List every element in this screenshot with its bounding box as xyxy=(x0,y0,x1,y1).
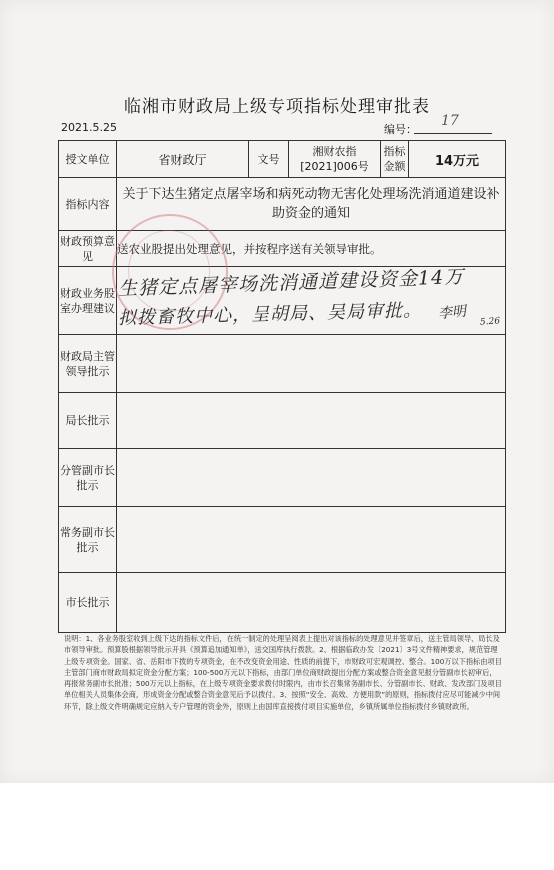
instructions-notes: 说明：1、各业务股室收到上级下达的指标文件后，在统一制定的处理呈阅表上提出对该指标的处理意见并签章后，送主管局领导、局长及市领导审批。预算股根据领导批示开具《预算追加通知单》，送交国库执行拨款。2、根据临政办发〔2021〕3号文件精神要求，规范管理上级专项资金。国家、省、岳阳市下拨的专项资金，在不改变资金用途、性质的前提下，市财政可宏观调控、整合。100万以下指标由项目主管部门商市财政局拟定资金分配方案；100-500万元以下指标，由部门单位商财政提出分配方案或整合资金意见报分管副市长初审后，再报常务副市长批准；500万元以上指标，在上级专项资金要求拨付时限内，由市长召集常务副市长、分管副市长、财政、发改部门及项目单位相关人员集体会商，形成资金分配或整合资金意见后予以拨付。3、按照“安全、高效、方便用款”的原则，指标拨付应尽可能减少中间环节，除上级文件明确规定应纳入专户管理的资金外，原则上由国库直接拨付项目实施单位，乡镇所属单位指标拨付乡镇财政所。 xyxy=(64,634,502,711)
mayor-cell xyxy=(117,573,506,633)
doc-number-value: 湘财农指[2021]006号 xyxy=(289,141,381,178)
serial-number-underline xyxy=(414,133,492,134)
receiving-unit-value: 省财政厅 xyxy=(117,141,249,178)
bureau-chief-cell xyxy=(117,393,506,449)
budget-opinion-value: 送农业股提出处理意见，并按程序送有关领导审批。 xyxy=(117,231,506,267)
content-value: 关于下达生猪定点屠宰场和病死动物无害化处理场洗消通道建设补助资金的通知 xyxy=(117,178,506,231)
document-title: 临湘市财政局上级专项指标处理审批表 xyxy=(124,97,430,117)
receiving-unit-label: 授文单位 xyxy=(59,141,117,178)
vice-mayor-label: 分管副市长批示 xyxy=(59,449,117,507)
serial-number-value: 17 xyxy=(441,113,459,129)
vice-mayor-cell xyxy=(117,449,506,507)
director-instruction-label: 财政局主管领导批示 xyxy=(59,335,117,393)
dept-handwriting-line-1: 生猪定点屠宰场洗消通道建设资金14万 xyxy=(117,265,465,301)
budget-opinion-label: 财政预算意见 xyxy=(59,231,117,267)
budget-row xyxy=(59,231,506,267)
amount-value: 14万元 xyxy=(409,141,506,178)
header-row xyxy=(59,141,506,178)
signature-date: 5.26 xyxy=(479,316,501,328)
amount-label: 指标金额 xyxy=(381,141,409,178)
bureau-chief-label: 局长批示 xyxy=(59,393,117,449)
document-date: 2021.5.25 xyxy=(61,121,117,134)
bureau-chief-row xyxy=(59,393,506,449)
exec-vice-mayor-cell xyxy=(117,507,506,573)
vice-mayor-row xyxy=(59,449,506,507)
content-row xyxy=(59,178,506,231)
content-label: 指标内容 xyxy=(59,178,117,231)
approval-form-table xyxy=(58,140,506,633)
exec-vice-mayor-label: 常务副市长批示 xyxy=(59,507,117,573)
director-instruction-cell xyxy=(117,335,506,393)
serial-number-label: 编号： xyxy=(384,123,417,136)
dept-suggestion-label: 财政业务股室办理建议 xyxy=(59,267,117,335)
dept-handwriting-line-2: 拟拨畜牧中心，呈胡局、吴局审批。 xyxy=(117,300,423,329)
mayor-label: 市长批示 xyxy=(59,573,117,633)
exec-vice-mayor-row xyxy=(59,507,506,573)
doc-number-label: 文号 xyxy=(249,141,289,178)
director-row xyxy=(59,335,506,393)
mayor-row xyxy=(59,573,506,633)
handwritten-signature: 李明 xyxy=(437,303,467,323)
